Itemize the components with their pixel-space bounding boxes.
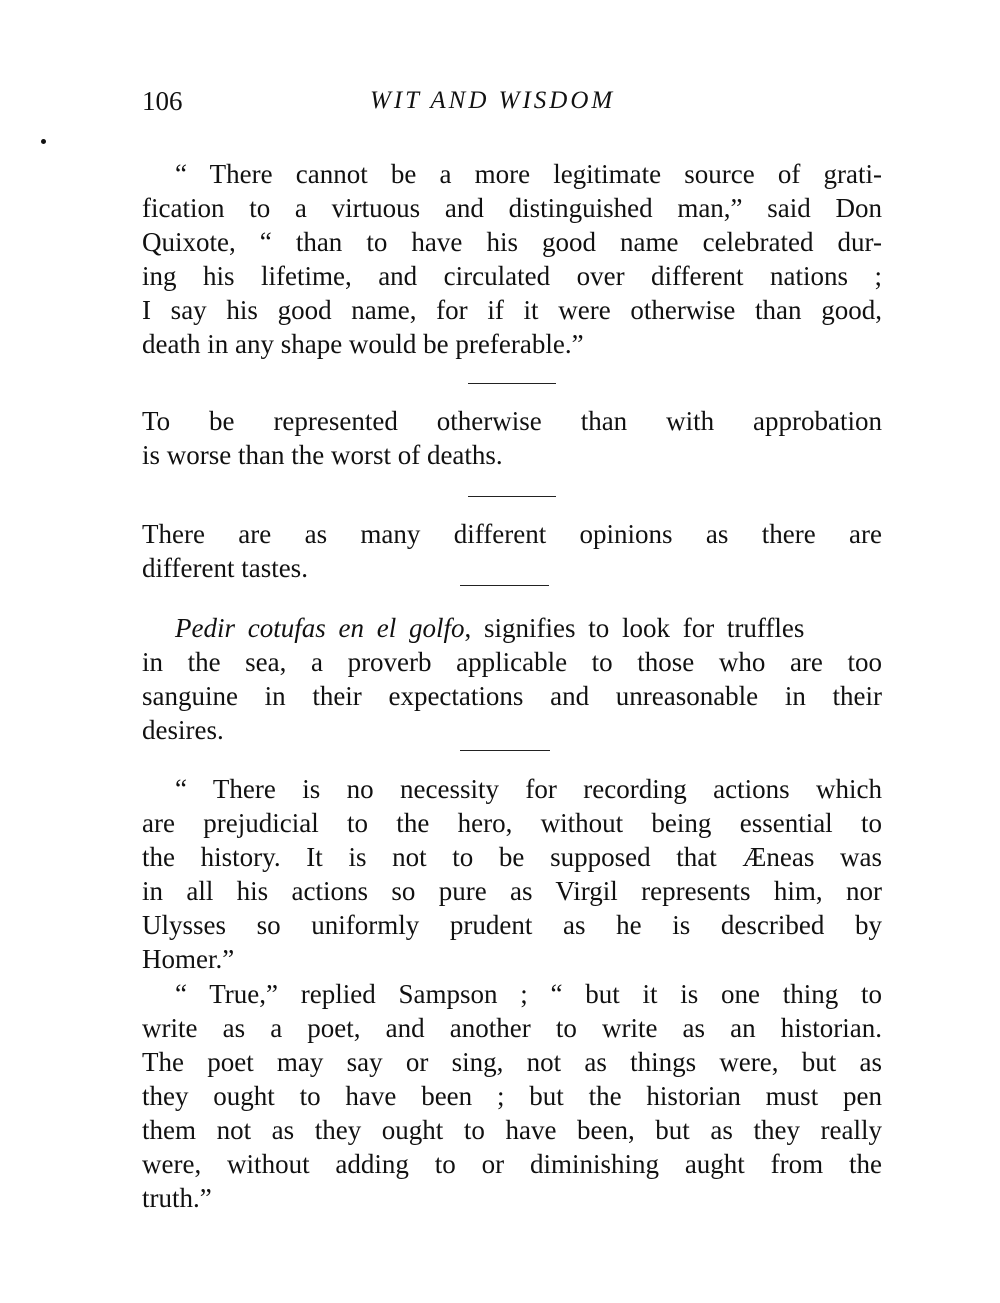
text-line: were, without adding to or diminishing aught from the (142, 1149, 882, 1179)
line-text: , signifies to look for truffles (464, 613, 805, 643)
text-line: Quixote, “ than to have his good name celebrated dur- (142, 227, 882, 257)
text-line: To be represented otherwise than with approbation (142, 406, 882, 436)
paragraph-approbation (142, 404, 882, 472)
text-line: the history. It is not to be supposed that Æneas was (142, 842, 882, 872)
section-divider (468, 496, 556, 497)
paragraph-sampson-reply (142, 977, 882, 1215)
text-line: is worse than the worst of deaths. (142, 440, 503, 470)
text-line: Homer.” (142, 944, 235, 974)
text-line: in the sea, a proverb applicable to those who are too (142, 647, 882, 677)
text-line: sanguine in their expectations and unreasonable in their (142, 681, 882, 711)
paragraph-don-quixote-quote (142, 157, 882, 361)
text-line: they ought to have been ; but the historian must pen (142, 1081, 882, 1111)
text-line: I say his good name, for if it were otherwise than good, (142, 295, 882, 325)
text-line: The poet may say or sing, not as things were, but as (142, 1047, 882, 1077)
section-divider (460, 585, 549, 586)
text-line: desires. (142, 715, 224, 745)
text-line: are prejudicial to the hero, without being essential to (142, 808, 882, 838)
italic-phrase: Pedir cotufas en el golfo (175, 613, 465, 643)
page-number: 106 (142, 86, 183, 116)
text-line: different tastes. (142, 553, 308, 583)
text-line: Ulysses so uniformly prudent as he is described by (142, 910, 882, 940)
text-line: fication to a virtuous and distinguished man,” said Don (142, 193, 882, 223)
text-line: in all his actions so pure as Virgil represents him, nor (142, 876, 882, 906)
running-title: WIT AND WISDOM (370, 87, 616, 114)
text-line: them not as they ought to have been, but as they really (142, 1115, 882, 1145)
text-line (142, 611, 882, 645)
print-speck (41, 139, 46, 144)
text-line: ing his lifetime, and circulated over different nations ; (142, 261, 882, 291)
section-divider (468, 383, 556, 384)
text-line: “ There is no necessity for recording actions which (175, 774, 882, 804)
text-line: write as a poet, and another to write as an historian. (142, 1013, 882, 1043)
text-line: “ True,” replied Sampson ; “ but it is one thing to (175, 979, 882, 1009)
text-line: “ There cannot be a more legitimate source of grati- (175, 159, 882, 189)
paragraph-opinions (142, 517, 882, 585)
paragraph-history-quote (142, 772, 882, 976)
text-line: death in any shape would be preferable.” (142, 329, 584, 359)
paragraph-proverb (142, 611, 882, 747)
text-line: truth.” (142, 1183, 212, 1213)
text-line: There are as many different opinions as there are (142, 519, 882, 549)
section-divider (460, 750, 550, 751)
